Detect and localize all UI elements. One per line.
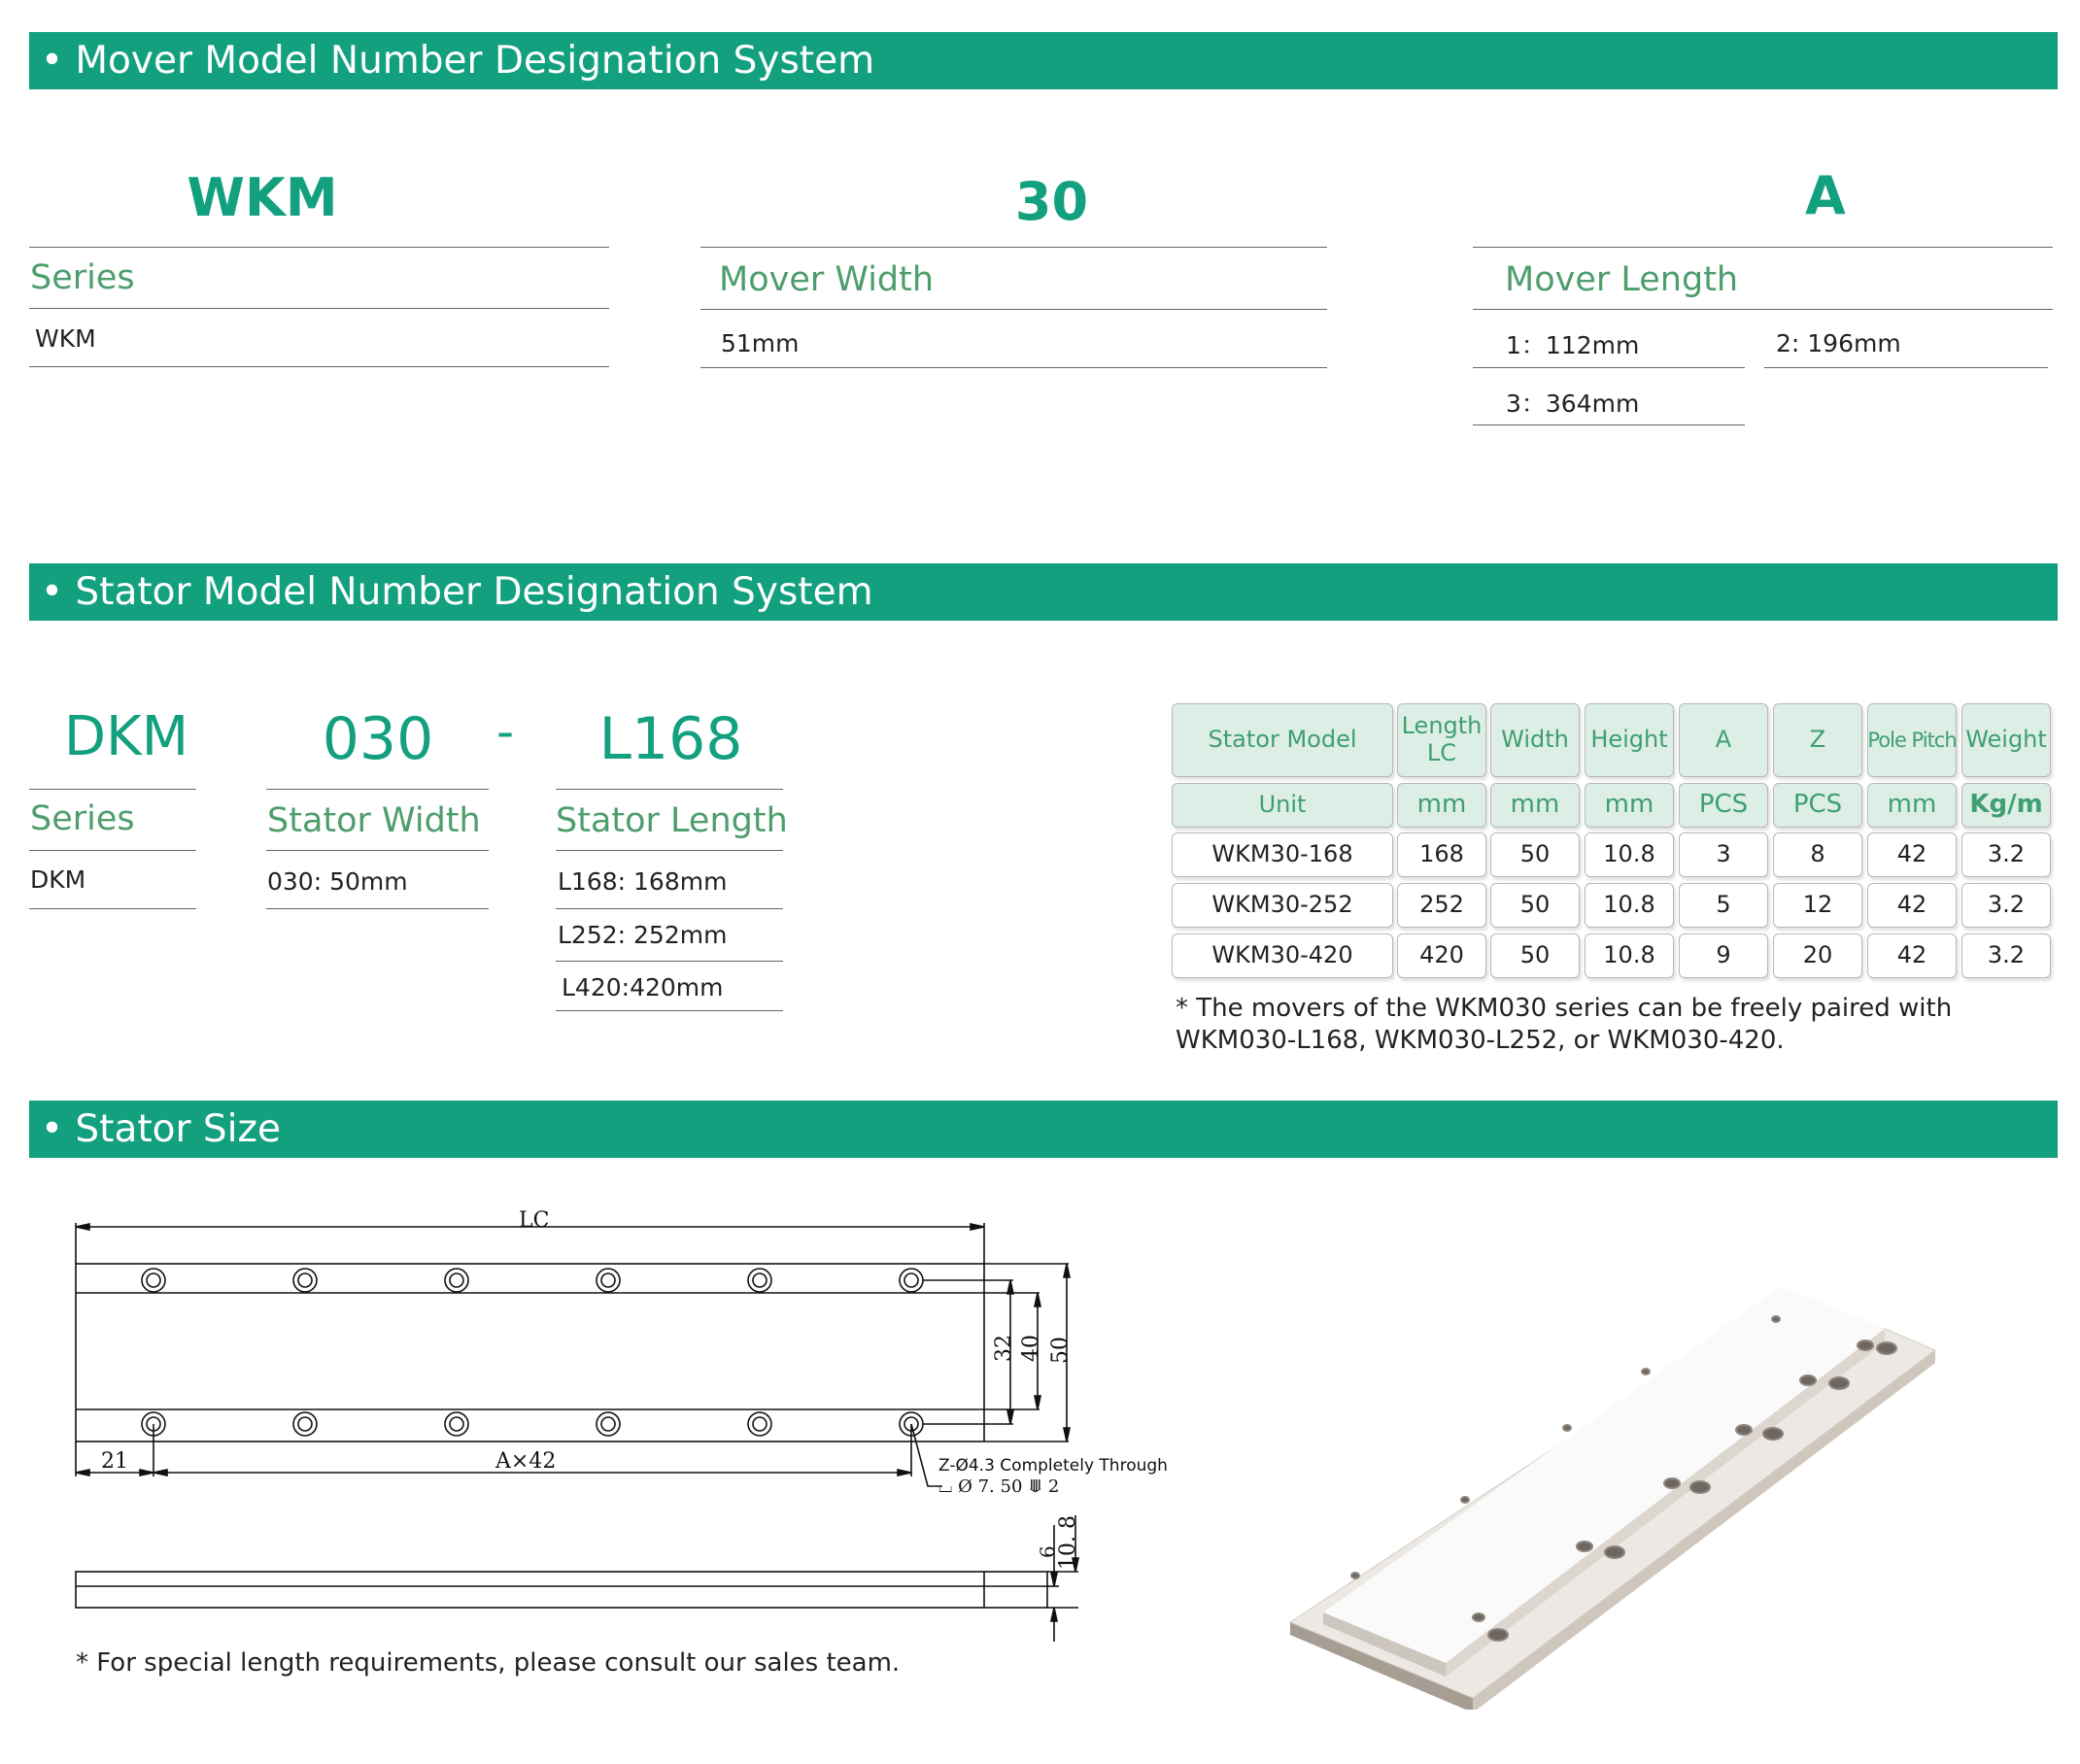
table-header-length: Length LC — [1397, 703, 1486, 777]
pitch-label: A×42 — [495, 1449, 557, 1474]
stator-length-option-2: L252: 252mm — [558, 921, 728, 949]
table-cell: 168 — [1397, 832, 1486, 877]
divider — [29, 908, 196, 909]
table-cell: 3 — [1679, 832, 1768, 877]
stator-width-value: 030: 50mm — [267, 867, 408, 896]
table-cell: 12 — [1773, 883, 1862, 928]
divider — [266, 850, 489, 851]
stator-series-label: Series — [30, 799, 135, 838]
stator-section-title: • Stator Model Number Designation System — [29, 563, 2058, 621]
special-length-note: * For special length requirements, please consult our sales team. — [76, 1648, 901, 1678]
mover-length-option-2: 2: 196mm — [1776, 329, 1901, 357]
divider — [266, 908, 489, 909]
table-cell: 10.8 — [1585, 883, 1674, 928]
dim-32-label: 32 — [992, 1335, 1016, 1362]
table-unit-cell: mm — [1490, 783, 1580, 828]
table-unit-cell: mm — [1397, 783, 1486, 828]
table-cell: 3.2 — [1961, 883, 2051, 928]
mover-length-label: Mover Length — [1505, 260, 1739, 299]
dim-6-label: 6 — [1036, 1545, 1059, 1558]
stator-size-title: • Stator Size — [29, 1101, 2058, 1158]
stator-length-option-1: L168: 168mm — [558, 867, 728, 896]
lc-label: LC — [519, 1208, 550, 1233]
table-unit-cell: mm — [1585, 783, 1674, 828]
stator-dash: - — [495, 703, 515, 760]
divider — [700, 309, 1327, 310]
table-cell: 42 — [1867, 832, 1957, 877]
mover-series-value: WKM — [35, 324, 96, 353]
table-cell: 5 — [1679, 883, 1768, 928]
counterbore-note: ⌴ Ø 7. 50 ⟱ 2 — [938, 1476, 1060, 1497]
divider — [1473, 247, 2053, 248]
divider — [556, 908, 783, 909]
table-unit-label: Unit — [1172, 783, 1393, 828]
divider — [29, 366, 609, 367]
stator-length-label: Stator Length — [556, 801, 788, 840]
table-unit-cell: Kg/m — [1961, 783, 2051, 828]
table-header-weight: Weight — [1961, 703, 2051, 777]
divider — [29, 850, 196, 851]
table-cell: 50 — [1490, 832, 1580, 877]
divider — [556, 1010, 783, 1011]
mover-width-code: 30 — [1014, 171, 1089, 232]
table-cell: 50 — [1490, 883, 1580, 928]
table-header-width: Width — [1490, 703, 1580, 777]
divider — [700, 367, 1327, 368]
mover-series-code: WKM — [187, 167, 338, 228]
table-cell-model: WKM30-168 — [1172, 832, 1393, 877]
divider — [556, 961, 783, 962]
table-cell: 50 — [1490, 933, 1580, 978]
stator-width-code: 030 — [322, 705, 434, 773]
table-cell: 9 — [1679, 933, 1768, 978]
table-cell-model: WKM30-252 — [1172, 883, 1393, 928]
divider — [700, 247, 1327, 248]
table-cell: 10.8 — [1585, 832, 1674, 877]
table-cell: 42 — [1867, 883, 1957, 928]
divider — [556, 850, 783, 851]
stator-product-image — [1263, 1263, 1962, 1710]
pairing-note: * The movers of the WKM030 series can be freely paired with WKM030-L168, WKM030-L252, or WKM030-420. — [1176, 994, 1953, 1055]
stator-width-label: Stator Width — [267, 801, 481, 840]
table-cell: 10.8 — [1585, 933, 1674, 978]
stator-length-option-3: L420:420mm — [562, 973, 724, 1001]
mover-series-label: Series — [30, 258, 135, 297]
table-unit-cell: mm — [1867, 783, 1957, 828]
stator-series-code: DKM — [63, 705, 189, 768]
hole-note: Z-Ø4.3 Completely Through — [938, 1456, 1168, 1476]
table-cell: 8 — [1773, 832, 1862, 877]
table-header-z: Z — [1773, 703, 1862, 777]
table-unit-cell: PCS — [1773, 783, 1862, 828]
mover-width-value: 51mm — [721, 329, 800, 357]
stator-length-code: L168 — [598, 705, 743, 773]
divider — [29, 247, 609, 248]
divider — [29, 308, 609, 309]
divider — [29, 789, 196, 790]
dim-21-label: 21 — [101, 1449, 128, 1474]
table-header-height: Height — [1585, 703, 1674, 777]
mover-length-option-1: 1：112mm — [1506, 331, 1640, 359]
stator-dimension-drawing — [0, 1166, 1185, 1651]
table-cell: 420 — [1397, 933, 1486, 978]
divider — [1764, 367, 2048, 368]
divider — [266, 789, 489, 790]
table-cell: 20 — [1773, 933, 1862, 978]
mover-section-title: • Mover Model Number Designation System — [29, 32, 2058, 89]
mover-length-code: A — [1805, 165, 1846, 226]
divider — [1473, 309, 2053, 310]
divider — [556, 789, 783, 790]
table-header-stator-model: Stator Model — [1172, 703, 1393, 777]
stator-series-value: DKM — [30, 865, 86, 894]
table-header-pole-pitch: Pole Pitch — [1867, 703, 1957, 777]
table-cell-model: WKM30-420 — [1172, 933, 1393, 978]
table-cell: 3.2 — [1961, 832, 2051, 877]
table-cell: 252 — [1397, 883, 1486, 928]
table-header-a: A — [1679, 703, 1768, 777]
mover-length-option-3: 3：364mm — [1506, 390, 1640, 418]
table-unit-cell: PCS — [1679, 783, 1768, 828]
table-cell: 42 — [1867, 933, 1957, 978]
divider — [1473, 367, 1745, 368]
dim-10-8-label: 10. 8 — [1056, 1515, 1080, 1570]
divider — [1473, 424, 1745, 425]
dim-40-label: 40 — [1019, 1335, 1043, 1362]
mover-width-label: Mover Width — [719, 260, 935, 299]
dim-50-label: 50 — [1048, 1337, 1073, 1364]
table-cell: 3.2 — [1961, 933, 2051, 978]
